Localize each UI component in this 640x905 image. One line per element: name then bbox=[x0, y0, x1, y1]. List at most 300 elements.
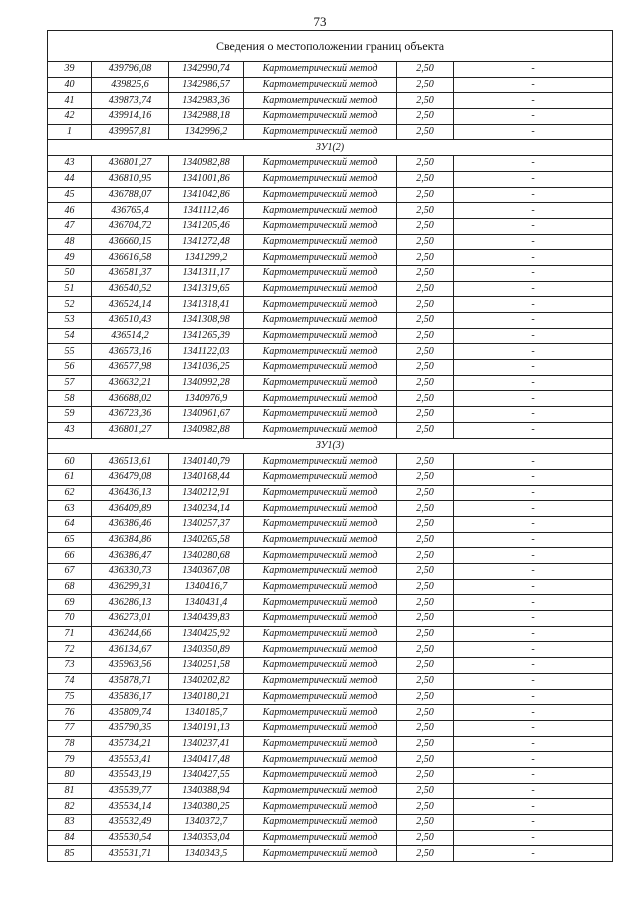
table-row bbox=[48, 642, 613, 658]
coord-y-cell: 1340982,88 bbox=[169, 156, 244, 172]
coord-y-cell: 1340343,5 bbox=[169, 846, 244, 862]
table-row bbox=[48, 799, 613, 815]
accuracy-cell: 2,50 bbox=[397, 77, 454, 93]
section-label: ЗУ1(3) bbox=[48, 438, 613, 454]
accuracy-cell: 2,50 bbox=[397, 344, 454, 360]
point-number-cell: 54 bbox=[48, 328, 92, 344]
description-cell: - bbox=[454, 516, 613, 532]
accuracy-cell: 2,50 bbox=[397, 313, 454, 329]
table-row bbox=[48, 532, 613, 548]
coord-x-cell: 436513,61 bbox=[92, 454, 169, 470]
point-number-cell: 55 bbox=[48, 344, 92, 360]
description-cell: - bbox=[454, 313, 613, 329]
coord-y-cell: 1340140,79 bbox=[169, 454, 244, 470]
coord-x-cell: 436384,86 bbox=[92, 532, 169, 548]
point-number-cell: 79 bbox=[48, 752, 92, 768]
description-cell: - bbox=[454, 705, 613, 721]
point-number-cell: 80 bbox=[48, 767, 92, 783]
table-row bbox=[48, 297, 613, 313]
table-row bbox=[48, 454, 613, 470]
point-number-cell: 75 bbox=[48, 689, 92, 705]
accuracy-cell: 2,50 bbox=[397, 109, 454, 125]
accuracy-cell: 2,50 bbox=[397, 422, 454, 438]
coord-x-cell: 435963,56 bbox=[92, 658, 169, 674]
method-cell: Картометрический метод bbox=[244, 783, 397, 799]
coord-x-cell: 436273,01 bbox=[92, 611, 169, 627]
table-row bbox=[48, 328, 613, 344]
coord-y-cell: 1340185,7 bbox=[169, 705, 244, 721]
description-cell: - bbox=[454, 595, 613, 611]
method-cell: Картометрический метод bbox=[244, 720, 397, 736]
accuracy-cell: 2,50 bbox=[397, 767, 454, 783]
description-cell: - bbox=[454, 109, 613, 125]
description-cell: - bbox=[454, 360, 613, 376]
table-body bbox=[48, 31, 613, 862]
method-cell: Картометрический метод bbox=[244, 689, 397, 705]
coord-y-cell: 1341319,65 bbox=[169, 281, 244, 297]
method-cell: Картометрический метод bbox=[244, 830, 397, 846]
method-cell: Картометрический метод bbox=[244, 265, 397, 281]
method-cell: Картометрический метод bbox=[244, 297, 397, 313]
description-cell: - bbox=[454, 799, 613, 815]
method-cell: Картометрический метод bbox=[244, 516, 397, 532]
method-cell: Картометрический метод bbox=[244, 313, 397, 329]
table-row bbox=[48, 203, 613, 219]
point-number-cell: 40 bbox=[48, 77, 92, 93]
coord-y-cell: 1340191,13 bbox=[169, 720, 244, 736]
section-header-row bbox=[48, 140, 613, 156]
method-cell: Картометрический метод bbox=[244, 705, 397, 721]
coord-x-cell: 436386,46 bbox=[92, 516, 169, 532]
accuracy-cell: 2,50 bbox=[397, 626, 454, 642]
method-cell: Картометрический метод bbox=[244, 203, 397, 219]
table-row bbox=[48, 375, 613, 391]
point-number-cell: 82 bbox=[48, 799, 92, 815]
table-row bbox=[48, 187, 613, 203]
point-number-cell: 64 bbox=[48, 516, 92, 532]
table-row bbox=[48, 124, 613, 140]
method-cell: Картометрический метод bbox=[244, 187, 397, 203]
accuracy-cell: 2,50 bbox=[397, 642, 454, 658]
coord-y-cell: 1341205,46 bbox=[169, 218, 244, 234]
description-cell: - bbox=[454, 203, 613, 219]
description-cell: - bbox=[454, 250, 613, 266]
description-cell: - bbox=[454, 579, 613, 595]
accuracy-cell: 2,50 bbox=[397, 360, 454, 376]
coord-x-cell: 436810,95 bbox=[92, 171, 169, 187]
coord-x-cell: 436134,67 bbox=[92, 642, 169, 658]
accuracy-cell: 2,50 bbox=[397, 564, 454, 580]
method-cell: Картометрический метод bbox=[244, 799, 397, 815]
coord-y-cell: 1340992,28 bbox=[169, 375, 244, 391]
description-cell: - bbox=[454, 422, 613, 438]
point-number-cell: 77 bbox=[48, 720, 92, 736]
coord-y-cell: 1340961,67 bbox=[169, 407, 244, 423]
table-row bbox=[48, 783, 613, 799]
coord-x-cell: 435809,74 bbox=[92, 705, 169, 721]
coord-x-cell: 436801,27 bbox=[92, 156, 169, 172]
description-cell: - bbox=[454, 93, 613, 109]
coord-x-cell: 435539,77 bbox=[92, 783, 169, 799]
point-number-cell: 52 bbox=[48, 297, 92, 313]
method-cell: Картометрический метод bbox=[244, 469, 397, 485]
table-row bbox=[48, 313, 613, 329]
coord-y-cell: 1340202,82 bbox=[169, 673, 244, 689]
description-cell: - bbox=[454, 187, 613, 203]
coord-y-cell: 1342986,57 bbox=[169, 77, 244, 93]
description-cell: - bbox=[454, 720, 613, 736]
accuracy-cell: 2,50 bbox=[397, 783, 454, 799]
coord-y-cell: 1340380,25 bbox=[169, 799, 244, 815]
description-cell: - bbox=[454, 218, 613, 234]
table-row bbox=[48, 109, 613, 125]
description-cell: - bbox=[454, 281, 613, 297]
coord-y-cell: 1340439,83 bbox=[169, 611, 244, 627]
table-row bbox=[48, 265, 613, 281]
table-row bbox=[48, 93, 613, 109]
coord-y-cell: 1340180,21 bbox=[169, 689, 244, 705]
description-cell: - bbox=[454, 77, 613, 93]
method-cell: Картометрический метод bbox=[244, 407, 397, 423]
coord-y-cell: 1340372,7 bbox=[169, 815, 244, 831]
table-title-row bbox=[48, 31, 613, 62]
accuracy-cell: 2,50 bbox=[397, 250, 454, 266]
table-row bbox=[48, 234, 613, 250]
coord-y-cell: 1340265,58 bbox=[169, 532, 244, 548]
coord-x-cell: 435836,17 bbox=[92, 689, 169, 705]
accuracy-cell: 2,50 bbox=[397, 846, 454, 862]
point-number-cell: 46 bbox=[48, 203, 92, 219]
description-cell: - bbox=[454, 391, 613, 407]
point-number-cell: 58 bbox=[48, 391, 92, 407]
coord-y-cell: 1342988,18 bbox=[169, 109, 244, 125]
method-cell: Картометрический метод bbox=[244, 234, 397, 250]
point-number-cell: 53 bbox=[48, 313, 92, 329]
coord-x-cell: 436577,98 bbox=[92, 360, 169, 376]
coord-x-cell: 435531,71 bbox=[92, 846, 169, 862]
table-row bbox=[48, 516, 613, 532]
table-row bbox=[48, 501, 613, 517]
accuracy-cell: 2,50 bbox=[397, 548, 454, 564]
description-cell: - bbox=[454, 564, 613, 580]
table-row bbox=[48, 564, 613, 580]
description-cell: - bbox=[454, 62, 613, 78]
point-number-cell: 84 bbox=[48, 830, 92, 846]
description-cell: - bbox=[454, 265, 613, 281]
table-row bbox=[48, 815, 613, 831]
table-row bbox=[48, 281, 613, 297]
coord-y-cell: 1341036,25 bbox=[169, 360, 244, 376]
point-number-cell: 39 bbox=[48, 62, 92, 78]
table-row bbox=[48, 611, 613, 627]
coord-y-cell: 1340431,4 bbox=[169, 595, 244, 611]
coord-y-cell: 1340976,9 bbox=[169, 391, 244, 407]
table-row bbox=[48, 344, 613, 360]
coord-x-cell: 435734,21 bbox=[92, 736, 169, 752]
table-row bbox=[48, 250, 613, 266]
coord-y-cell: 1340367,08 bbox=[169, 564, 244, 580]
accuracy-cell: 2,50 bbox=[397, 391, 454, 407]
coord-y-cell: 1340417,48 bbox=[169, 752, 244, 768]
method-cell: Картометрический метод bbox=[244, 564, 397, 580]
coord-y-cell: 1340212,91 bbox=[169, 485, 244, 501]
method-cell: Картометрический метод bbox=[244, 171, 397, 187]
accuracy-cell: 2,50 bbox=[397, 736, 454, 752]
description-cell: - bbox=[454, 344, 613, 360]
point-number-cell: 45 bbox=[48, 187, 92, 203]
coord-x-cell: 436479,08 bbox=[92, 469, 169, 485]
description-cell: - bbox=[454, 469, 613, 485]
coord-y-cell: 1340388,94 bbox=[169, 783, 244, 799]
accuracy-cell: 2,50 bbox=[397, 281, 454, 297]
description-cell: - bbox=[454, 532, 613, 548]
description-cell: - bbox=[454, 375, 613, 391]
method-cell: Картометрический метод bbox=[244, 626, 397, 642]
coord-y-cell: 1342996,2 bbox=[169, 124, 244, 140]
point-number-cell: 47 bbox=[48, 218, 92, 234]
coord-y-cell: 1341112,46 bbox=[169, 203, 244, 219]
coord-y-cell: 1340425,92 bbox=[169, 626, 244, 642]
method-cell: Картометрический метод bbox=[244, 93, 397, 109]
accuracy-cell: 2,50 bbox=[397, 171, 454, 187]
method-cell: Картометрический метод bbox=[244, 752, 397, 768]
coord-x-cell: 436688,02 bbox=[92, 391, 169, 407]
coord-x-cell: 435543,19 bbox=[92, 767, 169, 783]
method-cell: Картометрический метод bbox=[244, 77, 397, 93]
point-number-cell: 85 bbox=[48, 846, 92, 862]
table-row bbox=[48, 846, 613, 862]
table-row bbox=[48, 673, 613, 689]
method-cell: Картометрический метод bbox=[244, 658, 397, 674]
point-number-cell: 72 bbox=[48, 642, 92, 658]
coord-x-cell: 436765,4 bbox=[92, 203, 169, 219]
method-cell: Картометрический метод bbox=[244, 281, 397, 297]
accuracy-cell: 2,50 bbox=[397, 328, 454, 344]
table-row bbox=[48, 171, 613, 187]
accuracy-cell: 2,50 bbox=[397, 203, 454, 219]
point-number-cell: 70 bbox=[48, 611, 92, 627]
table-row bbox=[48, 485, 613, 501]
accuracy-cell: 2,50 bbox=[397, 673, 454, 689]
table-row bbox=[48, 689, 613, 705]
table-row bbox=[48, 752, 613, 768]
coord-y-cell: 1340168,44 bbox=[169, 469, 244, 485]
point-number-cell: 1 bbox=[48, 124, 92, 140]
method-cell: Картометрический метод bbox=[244, 736, 397, 752]
accuracy-cell: 2,50 bbox=[397, 93, 454, 109]
point-number-cell: 74 bbox=[48, 673, 92, 689]
description-cell: - bbox=[454, 156, 613, 172]
coord-y-cell: 1340350,89 bbox=[169, 642, 244, 658]
coord-x-cell: 436704,72 bbox=[92, 218, 169, 234]
page-number: 73 bbox=[313, 14, 327, 29]
coord-y-cell: 1340280,68 bbox=[169, 548, 244, 564]
method-cell: Картометрический метод bbox=[244, 485, 397, 501]
method-cell: Картометрический метод bbox=[244, 328, 397, 344]
table-row bbox=[48, 705, 613, 721]
point-number-cell: 78 bbox=[48, 736, 92, 752]
accuracy-cell: 2,50 bbox=[397, 611, 454, 627]
point-number-cell: 69 bbox=[48, 595, 92, 611]
point-number-cell: 76 bbox=[48, 705, 92, 721]
method-cell: Картометрический метод bbox=[244, 579, 397, 595]
method-cell: Картометрический метод bbox=[244, 62, 397, 78]
coord-y-cell: 1340237,41 bbox=[169, 736, 244, 752]
description-cell: - bbox=[454, 124, 613, 140]
coord-y-cell: 1341122,03 bbox=[169, 344, 244, 360]
point-number-cell: 65 bbox=[48, 532, 92, 548]
coord-y-cell: 1340353,04 bbox=[169, 830, 244, 846]
coord-x-cell: 436616,58 bbox=[92, 250, 169, 266]
point-number-cell: 71 bbox=[48, 626, 92, 642]
accuracy-cell: 2,50 bbox=[397, 595, 454, 611]
accuracy-cell: 2,50 bbox=[397, 830, 454, 846]
accuracy-cell: 2,50 bbox=[397, 501, 454, 517]
point-number-cell: 66 bbox=[48, 548, 92, 564]
description-cell: - bbox=[454, 783, 613, 799]
method-cell: Картометрический метод bbox=[244, 218, 397, 234]
accuracy-cell: 2,50 bbox=[397, 516, 454, 532]
description-cell: - bbox=[454, 328, 613, 344]
coord-y-cell: 1340427,55 bbox=[169, 767, 244, 783]
description-cell: - bbox=[454, 736, 613, 752]
coord-x-cell: 436573,16 bbox=[92, 344, 169, 360]
coord-y-cell: 1340234,14 bbox=[169, 501, 244, 517]
table-row bbox=[48, 218, 613, 234]
coord-x-cell: 435530,54 bbox=[92, 830, 169, 846]
method-cell: Картометрический метод bbox=[244, 422, 397, 438]
table-row bbox=[48, 360, 613, 376]
accuracy-cell: 2,50 bbox=[397, 297, 454, 313]
method-cell: Картометрический метод bbox=[244, 454, 397, 470]
table-row bbox=[48, 77, 613, 93]
accuracy-cell: 2,50 bbox=[397, 156, 454, 172]
method-cell: Картометрический метод bbox=[244, 156, 397, 172]
coord-y-cell: 1341272,48 bbox=[169, 234, 244, 250]
section-header-row bbox=[48, 438, 613, 454]
description-cell: - bbox=[454, 407, 613, 423]
accuracy-cell: 2,50 bbox=[397, 815, 454, 831]
description-cell: - bbox=[454, 846, 613, 862]
coord-x-cell: 436286,13 bbox=[92, 595, 169, 611]
point-number-cell: 43 bbox=[48, 422, 92, 438]
coord-y-cell: 1341265,39 bbox=[169, 328, 244, 344]
accuracy-cell: 2,50 bbox=[397, 469, 454, 485]
description-cell: - bbox=[454, 658, 613, 674]
method-cell: Картометрический метод bbox=[244, 501, 397, 517]
description-cell: - bbox=[454, 642, 613, 658]
table-row bbox=[48, 62, 613, 78]
method-cell: Картометрический метод bbox=[244, 344, 397, 360]
coord-x-cell: 435532,49 bbox=[92, 815, 169, 831]
accuracy-cell: 2,50 bbox=[397, 407, 454, 423]
description-cell: - bbox=[454, 548, 613, 564]
point-number-cell: 42 bbox=[48, 109, 92, 125]
description-cell: - bbox=[454, 767, 613, 783]
point-number-cell: 44 bbox=[48, 171, 92, 187]
point-number-cell: 67 bbox=[48, 564, 92, 580]
table-row bbox=[48, 391, 613, 407]
coord-x-cell: 436540,52 bbox=[92, 281, 169, 297]
method-cell: Картометрический метод bbox=[244, 611, 397, 627]
coord-x-cell: 436386,47 bbox=[92, 548, 169, 564]
description-cell: - bbox=[454, 297, 613, 313]
point-number-cell: 56 bbox=[48, 360, 92, 376]
point-number-cell: 83 bbox=[48, 815, 92, 831]
accuracy-cell: 2,50 bbox=[397, 799, 454, 815]
point-number-cell: 49 bbox=[48, 250, 92, 266]
coord-x-cell: 436801,27 bbox=[92, 422, 169, 438]
table-row bbox=[48, 830, 613, 846]
accuracy-cell: 2,50 bbox=[397, 62, 454, 78]
table-row bbox=[48, 736, 613, 752]
method-cell: Картометрический метод bbox=[244, 548, 397, 564]
coord-x-cell: 439873,74 bbox=[92, 93, 169, 109]
table-row bbox=[48, 767, 613, 783]
table-row bbox=[48, 422, 613, 438]
coord-y-cell: 1341299,2 bbox=[169, 250, 244, 266]
description-cell: - bbox=[454, 626, 613, 642]
method-cell: Картометрический метод bbox=[244, 595, 397, 611]
point-number-cell: 59 bbox=[48, 407, 92, 423]
coord-x-cell: 439914,16 bbox=[92, 109, 169, 125]
coord-x-cell: 436514,2 bbox=[92, 328, 169, 344]
coord-x-cell: 436788,07 bbox=[92, 187, 169, 203]
coord-y-cell: 1341311,17 bbox=[169, 265, 244, 281]
coord-y-cell: 1341001,86 bbox=[169, 171, 244, 187]
coord-y-cell: 1342990,74 bbox=[169, 62, 244, 78]
coord-y-cell: 1340982,88 bbox=[169, 422, 244, 438]
accuracy-cell: 2,50 bbox=[397, 485, 454, 501]
method-cell: Картометрический метод bbox=[244, 124, 397, 140]
coord-x-cell: 436660,15 bbox=[92, 234, 169, 250]
method-cell: Картометрический метод bbox=[244, 109, 397, 125]
accuracy-cell: 2,50 bbox=[397, 689, 454, 705]
coord-y-cell: 1341042,86 bbox=[169, 187, 244, 203]
coord-x-cell: 436581,37 bbox=[92, 265, 169, 281]
point-number-cell: 61 bbox=[48, 469, 92, 485]
coord-y-cell: 1340416,7 bbox=[169, 579, 244, 595]
table-row bbox=[48, 626, 613, 642]
description-cell: - bbox=[454, 830, 613, 846]
accuracy-cell: 2,50 bbox=[397, 375, 454, 391]
coord-x-cell: 436524,14 bbox=[92, 297, 169, 313]
description-cell: - bbox=[454, 171, 613, 187]
coord-x-cell: 436436,13 bbox=[92, 485, 169, 501]
point-number-cell: 81 bbox=[48, 783, 92, 799]
method-cell: Картометрический метод bbox=[244, 532, 397, 548]
description-cell: - bbox=[454, 501, 613, 517]
table-row bbox=[48, 156, 613, 172]
method-cell: Картометрический метод bbox=[244, 360, 397, 376]
method-cell: Картометрический метод bbox=[244, 767, 397, 783]
table-row bbox=[48, 595, 613, 611]
boundary-points-table bbox=[47, 30, 613, 862]
method-cell: Картометрический метод bbox=[244, 673, 397, 689]
accuracy-cell: 2,50 bbox=[397, 579, 454, 595]
accuracy-cell: 2,50 bbox=[397, 752, 454, 768]
accuracy-cell: 2,50 bbox=[397, 454, 454, 470]
coord-x-cell: 435878,71 bbox=[92, 673, 169, 689]
coord-y-cell: 1341318,41 bbox=[169, 297, 244, 313]
accuracy-cell: 2,50 bbox=[397, 532, 454, 548]
point-number-cell: 68 bbox=[48, 579, 92, 595]
description-cell: - bbox=[454, 815, 613, 831]
point-number-cell: 51 bbox=[48, 281, 92, 297]
table-row bbox=[48, 469, 613, 485]
coord-x-cell: 435790,35 bbox=[92, 720, 169, 736]
description-cell: - bbox=[454, 689, 613, 705]
